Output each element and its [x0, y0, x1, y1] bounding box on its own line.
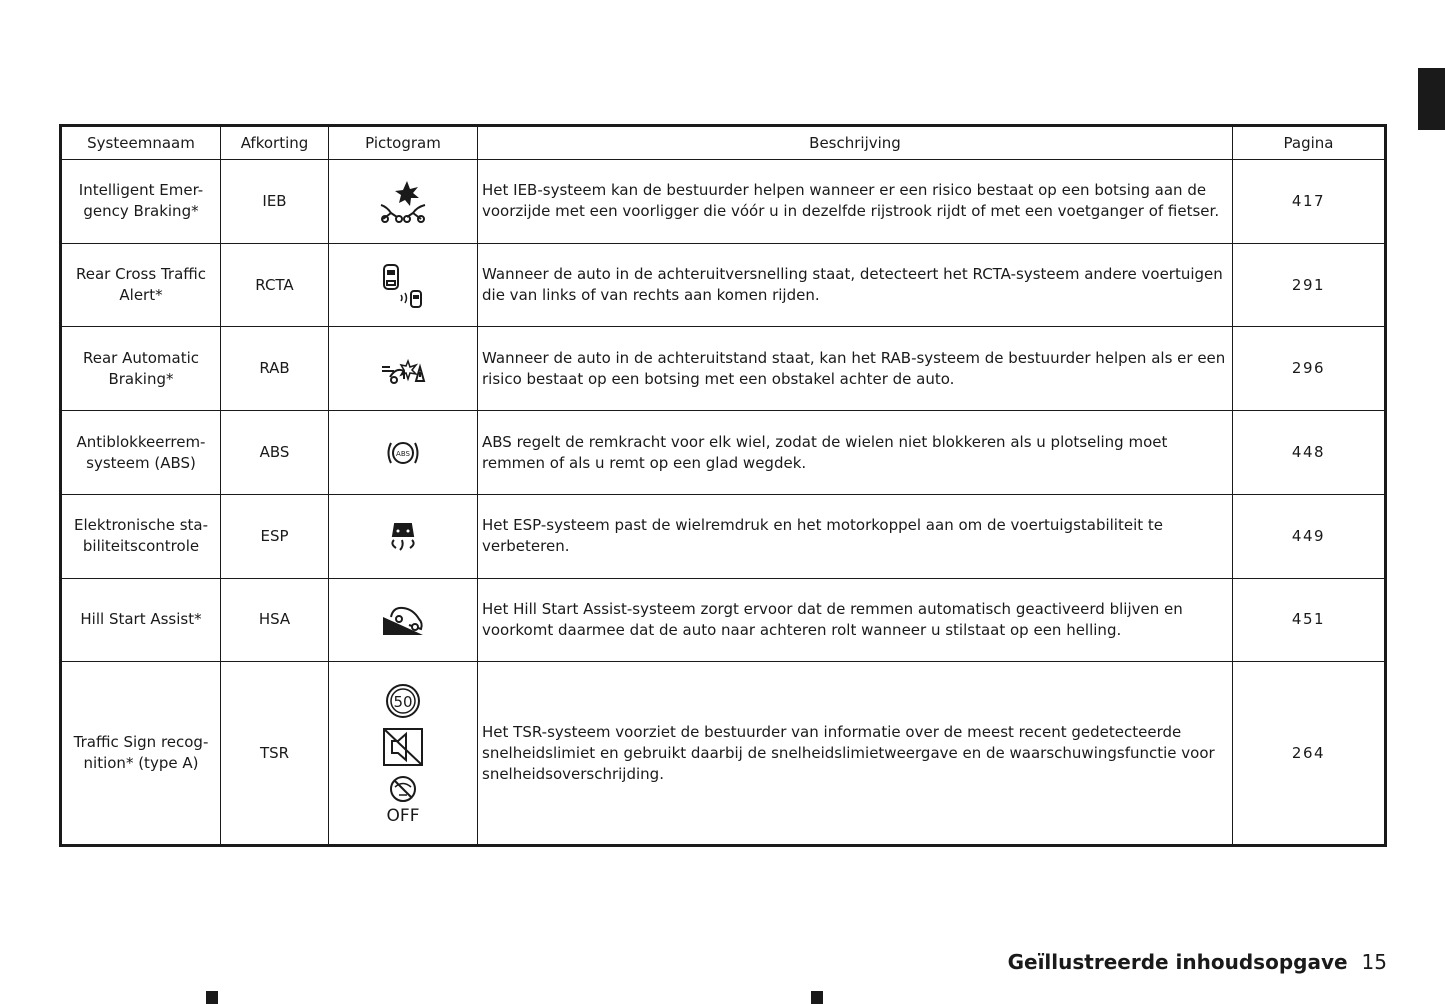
rab-rear-brake-icon — [380, 353, 426, 385]
page-reference: 448 — [1233, 411, 1386, 495]
header-afkorting: Afkorting — [221, 126, 329, 160]
page-reference: 291 — [1233, 243, 1386, 327]
table-row — [61, 578, 1386, 662]
section-tab-marker — [1418, 68, 1445, 130]
system-abbreviation: RAB — [221, 327, 329, 411]
page-reference: 451 — [1233, 578, 1386, 662]
system-description: Het Hill Start Assist-systeem zorgt ervoor dat de remmen automatisch geactiveerd blijven en voorkomt daarmee dat de auto naar achteren rolt wanneer u stilstaat op een helling. — [478, 578, 1233, 662]
table-header-row — [61, 126, 1386, 160]
table-row — [61, 327, 1386, 411]
system-abbreviation: ABS — [221, 411, 329, 495]
system-abbreviation: ESP — [221, 494, 329, 578]
system-description: Het TSR-systeem voorziet de bestuurder van informatie over de meest recent gedetecteerde snelheidslimiet en gebruikt daarbij de snelheidslimietweergave en de waarschuwingsfunctie voor snelheidsoverschrijding. — [478, 662, 1233, 846]
table-row — [61, 243, 1386, 327]
header-beschrijving: Beschrijving — [478, 126, 1233, 160]
rcta-car-icon — [380, 261, 426, 309]
system-abbreviation: TSR — [221, 662, 329, 846]
system-name: Antiblokkeerrem-systeem (ABS) — [61, 411, 221, 495]
crop-mark-left — [206, 991, 218, 1004]
system-description: ABS regelt de remkracht voor elk wiel, zodat de wielen niet blokkeren als u plotseling moet remmen of als u remt op een glad wegdek. — [478, 411, 1233, 495]
system-name: Traffic Sign recog-nition* (type A) — [61, 662, 221, 846]
off-label: OFF — [386, 806, 420, 824]
page-reference: 417 — [1233, 160, 1386, 244]
abs-icon — [385, 437, 421, 469]
table-row — [61, 411, 1386, 495]
table-row — [61, 160, 1386, 244]
systems-table — [59, 124, 1387, 847]
header-pagina: Pagina — [1233, 126, 1386, 160]
page-number: 15 — [1361, 950, 1387, 974]
system-abbreviation: RCTA — [221, 243, 329, 327]
page-reference: 264 — [1233, 662, 1386, 846]
esp-skid-icon — [388, 520, 418, 552]
system-abbreviation: IEB — [221, 160, 329, 244]
page-footer — [1008, 950, 1387, 974]
section-title: Geïllustreerde inhoudsopgave — [1007, 950, 1348, 974]
system-description: Wanneer de auto in de achteruitstand staat, kan het RAB-systeem de bestuurder helpen als er een risico bestaat op een botsing met een obstakel achter de auto. — [478, 327, 1233, 411]
speed-limit-value: 50 — [393, 693, 413, 712]
system-name: Rear Automatic Braking* — [61, 327, 221, 411]
system-description: Het IEB-systeem kan de bestuurder helpen wanneer er een risico bestaat op een botsing aan de voorzijde met een voorligger die vóór u in dezelfde rijstrook rijdt of met een voetganger of fietser. — [478, 160, 1233, 244]
table-row — [61, 662, 1386, 846]
speed-limit-50-icon — [385, 683, 421, 719]
system-name: Hill Start Assist* — [61, 578, 221, 662]
header-pictogram: Pictogram — [329, 126, 478, 160]
system-name: Elektronische sta-biliteitscontrole — [61, 494, 221, 578]
page-reference: 296 — [1233, 327, 1386, 411]
crop-mark-right — [811, 991, 823, 1004]
sound-muted-icon — [380, 725, 426, 769]
system-description: Wanneer de auto in de achteruitversnelling staat, detecteert het RCTA-systeem andere voertuigen die van links of van rechts aan komen rijden. — [478, 243, 1233, 327]
ieb-collision-icon — [377, 179, 429, 223]
speed-warning-off-icon — [382, 775, 424, 823]
system-abbreviation: HSA — [221, 578, 329, 662]
system-name: Rear Cross Traffic Alert* — [61, 243, 221, 327]
page-reference: 449 — [1233, 494, 1386, 578]
header-systeemnaam: Systeemnaam — [61, 126, 221, 160]
system-description: Het ESP-systeem past de wielremdruk en het motorkoppel aan om de voertuigstabiliteit te verbeteren. — [478, 494, 1233, 578]
svg-text:ABS: ABS — [396, 449, 410, 458]
hill-start-icon — [379, 603, 427, 637]
system-name: Intelligent Emer-gency Braking* — [61, 160, 221, 244]
table-row — [61, 494, 1386, 578]
